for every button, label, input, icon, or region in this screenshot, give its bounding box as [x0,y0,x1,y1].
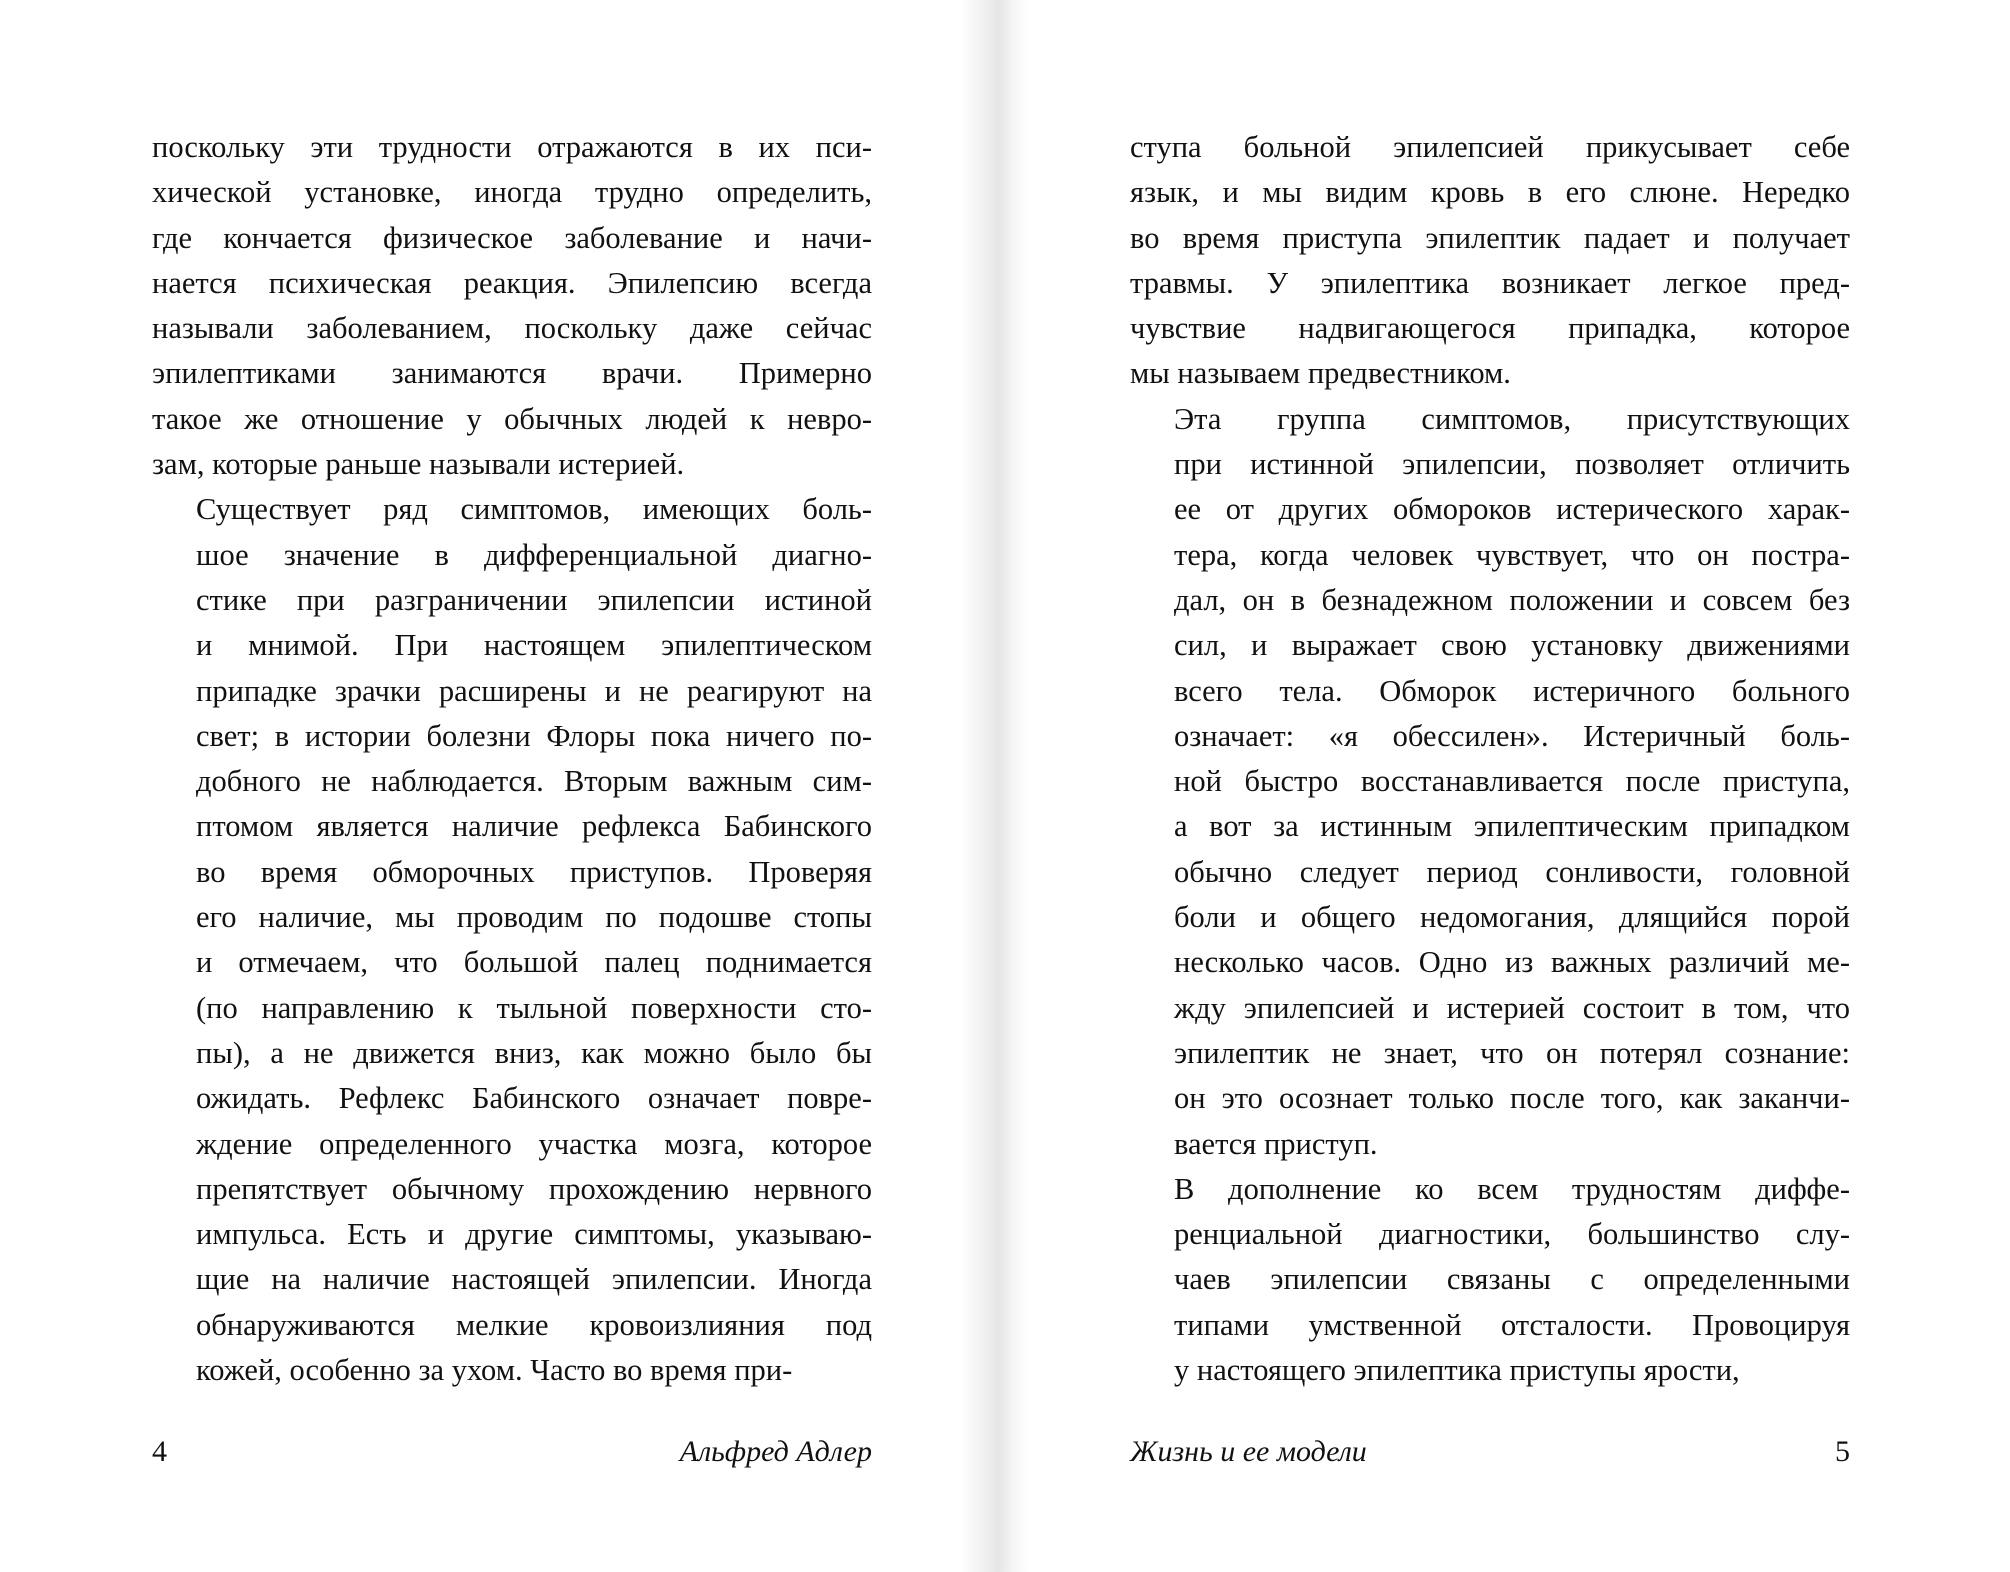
text-line: у настоящего эпилептика приступы ярости, [1174,1353,1740,1388]
right-page-footer [1130,1435,1850,1475]
text-line: обычно следует период сонливости, головной [1174,854,1850,889]
text-line: препятствует обычному прохождению нервного [196,1171,872,1206]
text-line: В дополнение ко всем трудностям диффе- [1174,1171,1850,1206]
text-line: добного не наблюдается. Вторым важным сим- [196,764,872,799]
text-line: означает: «я обессилен». Истеричный боль- [1174,718,1850,753]
left-page-footer [152,1435,872,1475]
text-line: где кончается физическое заболевание и начи- [152,220,872,255]
text-line: жду эпилепсией и истерией состоит в том, что [1174,990,1850,1025]
text-line: он это осознает только после того, как заканчи- [1174,1081,1850,1116]
text-line: сил, и выражает свою установку движениями [1174,628,1850,663]
text-line: кожей, особенно за ухом. Часто во время при- [196,1353,793,1388]
text-line: ее от других обмороков истерического харак- [1174,492,1850,527]
text-line: Эта группа симптомов, присутствующих [1174,401,1850,436]
text-line: его наличие, мы проводим по подошве стопы [196,900,872,935]
text-line: свет; в истории болезни Флоры пока ничего по- [196,718,872,753]
text-line: мы называем предвестником. [1130,356,1511,391]
paragraph [1130,397,1850,1167]
paragraph [152,487,872,1393]
paragraph [1130,125,1850,397]
text-line: несколько часов. Одно из важных различий ме- [1174,945,1850,980]
text-line: ступа больной эпилепсией прикусывает себе [1130,130,1850,164]
text-line: птомом является наличие рефлекса Бабинского [196,809,872,844]
text-line: ренциальной диагностики, большинство слу- [1174,1217,1850,1252]
text-line: шое значение в дифференциальной диагно- [196,537,872,572]
text-line: типами умственной отсталости. Провоцируя [1174,1307,1850,1342]
text-line: боли и общего недомогания, длящийся порой [1174,900,1850,935]
text-line: припадке зрачки расширены и не реагируют на [196,673,872,708]
text-line: во время обморочных приступов. Проверяя [196,854,872,889]
text-line: дал, он в безнадежном положении и совсем без [1174,582,1850,617]
text-line: поскольку эти трудности отражаются в их пси- [152,130,872,164]
text-line: зам, которые раньше называли истерией. [152,447,685,482]
text-line: вается приступ. [1174,1126,1378,1161]
text-line: язык, и мы видим кровь в его слюне. Нередко [1130,175,1850,210]
text-line: щие на наличие настоящей эпилепсии. Иногда [196,1262,872,1297]
page-number: 5 [1835,1435,1850,1468]
paragraph [152,125,872,487]
right-page [1005,0,2010,1572]
text-line: импульса. Есть и другие симптомы, указываю- [196,1217,872,1252]
text-line: и отмечаем, что большой палец поднимается [196,945,872,980]
text-line: стике при разграничении эпилепсии истиной [196,582,872,617]
text-line: обнаруживаются мелкие кровоизлияния под [196,1307,872,1342]
left-page [0,0,1000,1572]
left-page-text [152,125,872,1393]
text-line: пы), а не движется вниз, как можно было бы [196,1035,872,1070]
text-line: ожидать. Рефлекс Бабинского означает повре- [196,1081,872,1116]
text-line: чувствие надвигающегося припадка, которое [1130,311,1850,346]
text-line: Существует ряд симптомов, имеющих боль- [196,492,872,527]
text-line: ждение определенного участка мозга, которое [196,1126,872,1161]
text-line: хической установке, иногда трудно определить, [152,175,872,210]
text-line: а вот за истинным эпилептическим припадком [1174,809,1850,844]
page-number: 4 [152,1435,167,1468]
text-line: (по направлению к тыльной поверхности сто- [196,990,872,1025]
text-line: ной быстро восстанавливается после приступа, [1174,764,1850,799]
text-line: тера, когда человек чувствует, что он пострa- [1174,537,1850,572]
text-line: во время приступа эпилептик падает и получает [1130,220,1850,255]
right-page-text [1130,125,1850,1393]
text-line: такое же отношение у обычных людей к невро- [152,401,872,436]
running-head-author: Альфред Адлер [679,1435,872,1468]
text-line: и мнимой. При настоящем эпилептическом [196,628,872,663]
text-line: травмы. У эпилептика возникает легкое пред- [1130,265,1850,300]
running-head-title: Жизнь и ее модели [1130,1435,1367,1468]
text-line: эпилептик не знает, что он потерял сознание: [1174,1035,1850,1070]
text-line: называли заболеванием, поскольку даже сейчас [152,311,872,346]
text-line: чаев эпилепсии связаны с определенными [1174,1262,1850,1297]
text-line: нается психическая реакция. Эпилепсию всегда [152,265,872,300]
text-line: всего тела. Обморок истеричного больного [1174,673,1850,708]
paragraph [1130,1167,1850,1393]
text-line: при истинной эпилепсии, позволяет отличить [1174,447,1850,482]
text-line: эпилептиками занимаются врачи. Примерно [152,356,872,391]
